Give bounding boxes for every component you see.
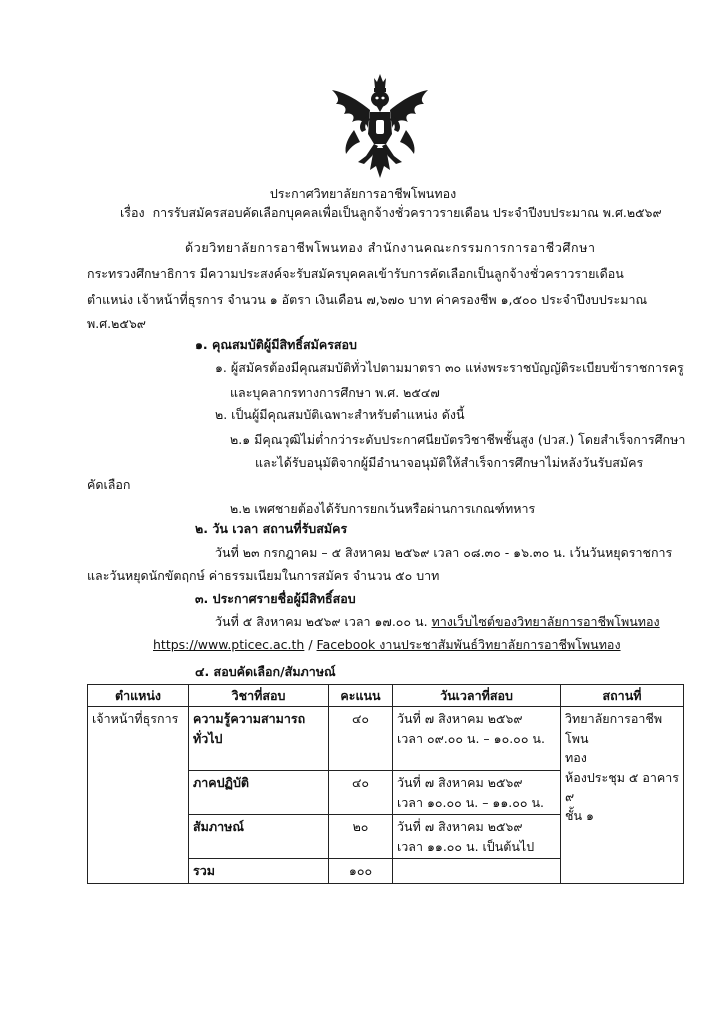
facebook-page-link[interactable]: Facebook งานประชาสัมพันธ์วิทยาลัยการอาชีพโพนทอง (316, 637, 621, 652)
link-separator: / (304, 637, 313, 652)
announcement-subject (120, 205, 662, 221)
header-location: สถานที่ (561, 685, 684, 707)
section-1-item-1-line-1: ๑. ผู้สมัครต้องมีคุณสมบัติทั่วไปตามมาตรา ๓๐ แห่งพระราชบัญญัติระเบียบข้าราชการครู (215, 360, 684, 375)
location-cell (561, 707, 684, 859)
section-2-line-2: และวันหยุดนักขัตฤกษ์ ค่าธรรมเนียมในการสมัคร จำนวน ๕๐ บาท (87, 568, 440, 583)
location-line-2: ทอง (565, 750, 587, 766)
section-1-item-1-line-2: และบุคลากรทางการศึกษา พ.ศ. ๒๕๔๗ (230, 385, 440, 400)
section-4-heading: ๔. สอบคัดเลือก/สัมภาษณ์ (195, 664, 336, 679)
total-score-cell: ๑๐๐ (329, 859, 393, 883)
section-1-item-2: ๒. เป็นผู้มีคุณสมบัติเฉพาะสำหรับตำแหน่ง ดังนี้ (215, 407, 465, 422)
section-3-heading: ๓. ประกาศรายชื่อผู้มีสิทธิ์สอบ (195, 591, 356, 606)
website-link-text[interactable]: ทางเว็บไซต์ของวิทยาลัยการอาชีพโพนทอง (431, 614, 660, 629)
subject-label: เรื่อง (120, 205, 145, 220)
exam-date: วันที่ ๗ สิงหาคม ๒๕๖๙ (397, 775, 523, 791)
score-cell: ๒๐ (329, 815, 393, 859)
intro-line-1: ด้วยวิทยาลัยการอาชีพโพนทอง สำนักงานคณะกรรมการการอาชีวศึกษา (185, 240, 596, 255)
location-line-3: ห้องประชุม ๕ อาคาร ๙ (565, 769, 679, 804)
exam-date: วันที่ ๗ สิงหาคม ๒๕๖๙ (397, 711, 523, 727)
section-3-line-1 (215, 614, 660, 630)
garuda-emblem-icon (330, 70, 430, 182)
section-3-line-2 (153, 637, 621, 653)
datetime-cell (393, 707, 561, 771)
section-1-item-2-1-line-3: คัดเลือก (87, 477, 131, 492)
section-2-line-1: วันที่ ๒๓ กรกฎาคม – ๕ สิงหาคม ๒๕๖๙ เวลา ๐๘.๓๐ - ๑๖.๓๐ น. เว้นวันหยุดราชการ (215, 545, 673, 560)
exam-time: เวลา ๑๑.๐๐ น. เป็นต้นไป (397, 838, 535, 854)
header-subject: วิชาที่สอบ (189, 685, 329, 707)
total-label-cell: รวม (189, 859, 329, 883)
datetime-cell (393, 771, 561, 815)
announce-datetime: วันที่ ๕ สิงหาคม ๒๕๖๙ เวลา ๑๗.๐๐ น. (215, 614, 428, 629)
section-2-heading: ๒. วัน เวลา สถานที่รับสมัคร (195, 521, 348, 536)
intro-line-3: ตำแหน่ง เจ้าหน้าที่ธุรการ จำนวน ๑ อัตรา เงินเดือน ๗,๖๗๐ บาท ค่าครองชีพ ๑,๕๐๐ ประจำปีงบประมาณ (87, 292, 648, 307)
table-header-row (88, 685, 684, 707)
exam-time: เวลา ๑๐.๐๐ น. – ๑๑.๐๐ น. (397, 794, 545, 810)
header-datetime: วันเวลาที่สอบ (393, 685, 561, 707)
position-cell: เจ้าหน้าที่ธุรการ (88, 707, 189, 883)
empty-cell (561, 859, 684, 883)
exam-schedule-table (87, 684, 684, 884)
datetime-cell (393, 815, 561, 859)
location-line-4: ชั้น ๑ (565, 808, 594, 824)
score-cell: ๔๐ (329, 771, 393, 815)
subject-text: การรับสมัครสอบคัดเลือกบุคคลเพื่อเป็นลูกจ้างชั่วคราวรายเดือน ประจำปีงบประมาณ พ.ศ.๒๕๖๙ (152, 205, 662, 220)
section-1-item-2-1-line-1: ๒.๑ มีคุณวุฒิไม่ต่ำกว่าระดับประกาศนียบัตรวิชาชีพชั้นสูง (ปวส.) โดยสำเร็จการศึกษา (230, 432, 686, 447)
subject-cell: สัมภาษณ์ (189, 815, 329, 859)
section-1-item-2-1-line-2: และได้รับอนุมัติจากผู้มีอำนาจอนุมัติให้สำเร็จการศึกษาไม่หลังวันรับสมัคร (255, 455, 644, 470)
exam-time: เวลา ๐๙.๐๐ น. – ๑๐.๐๐ น. (397, 730, 545, 746)
header-score: คะแนน (329, 685, 393, 707)
subject-cell: ภาคปฏิบัติ (189, 771, 329, 815)
website-url-link[interactable]: https://www.pticec.ac.th (153, 637, 305, 652)
score-cell: ๔๐ (329, 707, 393, 771)
table-row (88, 707, 684, 771)
location-line-1: วิทยาลัยการอาชีพโพน (565, 711, 663, 746)
empty-cell (393, 859, 561, 883)
section-1-item-2-2: ๒.๒ เพศชายต้องได้รับการยกเว้นหรือผ่านการเกณฑ์ทหาร (230, 501, 536, 516)
section-1-heading: ๑. คุณสมบัติผู้มีสิทธิ์สมัครสอบ (195, 337, 357, 352)
announcement-title: ประกาศวิทยาลัยการอาชีพโพนทอง (269, 186, 457, 201)
intro-line-2: กระทรวงศึกษาธิการ มีความประสงค์จะรับสมัครบุคคลเข้ารับการคัดเลือกเป็นลูกจ้างชั่วคราวรายเดือน (87, 266, 624, 281)
subject-cell: ความรู้ความสามารถทั่วไป (189, 707, 329, 771)
intro-line-4: พ.ศ.๒๕๖๙ (87, 316, 146, 331)
exam-date: วันที่ ๗ สิงหาคม ๒๕๖๙ (397, 819, 523, 835)
header-position: ตำแหน่ง (88, 685, 189, 707)
